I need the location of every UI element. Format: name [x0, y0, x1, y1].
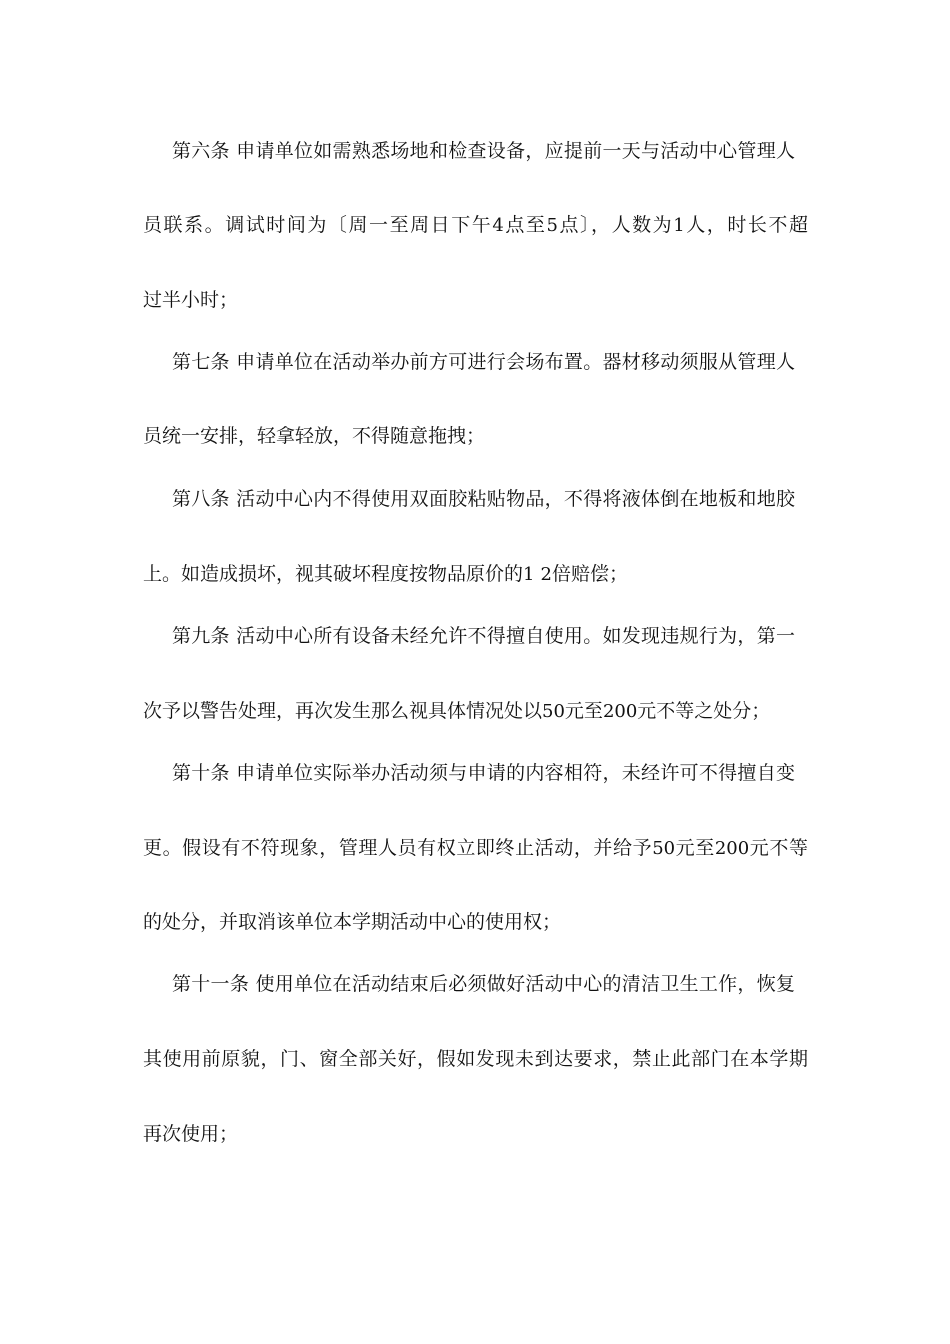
article-11-line-1: 第十一条 使用单位在活动结束后必须做好活动中心的清洁卫生工作，恢复: [172, 973, 795, 995]
article-10-line-1: 第十条 申请单位实际举办活动须与申请的内容相符，未经许可不得擅自变: [172, 762, 795, 784]
article-10-line-3: 的处分，并取消该单位本学期活动中心的使用权；: [143, 911, 562, 933]
article-11-line-2: 其使用前原貌，门、窗全部关好，假如发现未到达要求，禁止此部门在本学期: [143, 1048, 808, 1070]
article-10-line-2: 更。假设有不符现象，管理人员有权立即终止活动，并给予50元至200元不等: [143, 837, 808, 859]
article-11-line-3: 再次使用；: [143, 1123, 239, 1145]
article-9-line-2: 次予以警告处理，再次发生那么视具体情况处以50元至200元不等之处分；: [143, 700, 771, 722]
article-9-line-1: 第九条 活动中心所有设备未经允许不得擅自使用。如发现违规行为，第一: [172, 625, 795, 647]
article-6-line-1: 第六条 申请单位如需熟悉场地和检查设备，应提前一天与活动中心管理人: [172, 140, 795, 162]
article-8-line-2: 上。如造成损坏，视其破坏程度按物品原价的1 2倍赔偿；: [143, 563, 628, 585]
article-6-line-3: 过半小时；: [143, 289, 239, 311]
article-7-line-1: 第七条 申请单位在活动举办前方可进行会场布置。器材移动须服从管理人: [172, 351, 795, 373]
article-7-line-2: 员统一安排，轻拿轻放，不得随意拖拽；: [143, 425, 486, 447]
article-6-line-2: 员联系。调试时间为〔周一至周日下午4点至5点〕，人数为1人，时长不超: [143, 214, 808, 236]
article-8-line-1: 第八条 活动中心内不得使用双面胶粘贴物品，不得将液体倒在地板和地胶: [172, 488, 795, 510]
